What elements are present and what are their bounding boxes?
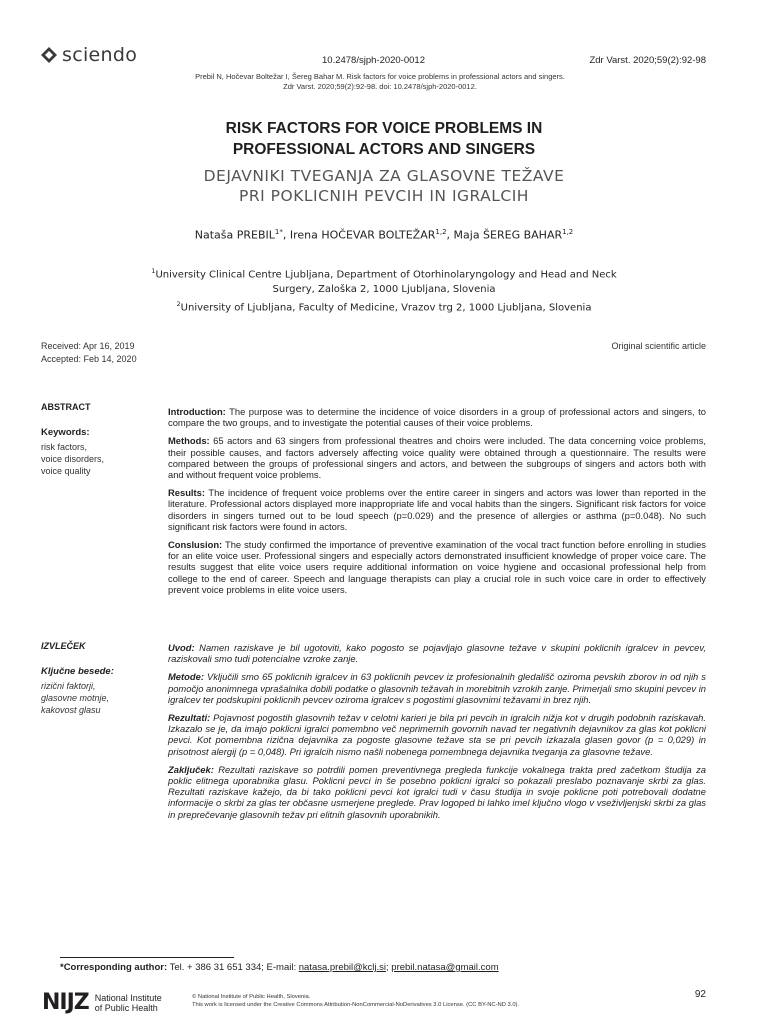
section-text: The incidence of frequent voice problems over the entire career in singers and actors was lower than reported in the literature. Professional actors displayed more inappropriate life and vocal habits than the singers. Significant risk factors for voice disorders in singers turned out to be loud speech (p=0.029) and the presence of allergies or asthma (p=0.048). No such significant risk factors were found in actors. bbox=[168, 487, 706, 532]
abstract-results bbox=[168, 487, 706, 532]
license-line-1: © National Institute of Public Health, Slovenia. bbox=[192, 994, 311, 1000]
section-text: Namen raziskave je bil ugotoviti, kako pogosto se pojavljajo glasovne težave v skupini poklicnih igralcev in pevcev, raziskovali smo tudi potencialne vzroke zanje. bbox=[168, 642, 706, 665]
sciendo-logo bbox=[40, 44, 137, 66]
nijz-name-line-1: National Institute bbox=[94, 992, 162, 1003]
section-text: Vključili smo 65 poklicnih igralcev in 63 poklicnih pevcev iz profesionalnih gledališč oziroma pevskih zborov in od njih s pomočjo anonimnega vprašalnika dobili podatke o glasovnih težavah in morebitnih vzrokih zanje. Primerjali smo skupini pevcev in igralcev ter podskupini poklicnih pevcev oziroma igralcev s pogostimi glasovnimi težavami in brez njih. bbox=[168, 671, 706, 705]
author-2-affil: 1,2 bbox=[435, 228, 447, 236]
nijz-mark: NIJZ bbox=[42, 990, 89, 1015]
keywords-heading: Keywords: bbox=[41, 427, 90, 438]
nijz-logo bbox=[42, 990, 162, 1015]
abstract-heading: ABSTRACT bbox=[41, 402, 91, 412]
section-text: The study confirmed the importance of preventive examination of the vocal tract function before enrolling in studies for an elite voice user. Professional singers and especially actors demonstrated insufficient knowledge of proper voice care. The results suggest that elite voice users require additional information on voice hygiene and occasional professional help from college to the end of career. Speech and language therapists can play a crucial role in such voice care in order to effectively prevent voice problems in elite voice users. bbox=[168, 539, 706, 595]
section-label: Results: bbox=[168, 487, 205, 499]
keyword: rizični faktorji, bbox=[41, 681, 96, 691]
title-sl-line-2: PRI POKLICNIH PEVCIH IN IGRALCIH bbox=[239, 187, 529, 205]
affiliation-1-line-1: University Clinical Centre Ljubljana, Department of Otorhinolaryngology and Head and Neck bbox=[155, 269, 617, 281]
section-text: Pojavnost pogostih glasovnih težav v celotni karieri je bila pri pevcih in igralcih nižja kot v drugih podobnih raziskavah. Izkazalo se je, da imajo poklicni igralci pomembno več neprimernih govornih navad ter negativnih dejavnikov za glas kot poklicni pevci. Kot pomembna rizična dejavnika za pogoste glasovne težave sta se pri pevcih izkazala glasen govor (p = 0,029) in prisotnost alergij (p = 0,048). Pri igralcih nismo našli nobenega pomembnega dejavnika tveganja za glasovne težave. bbox=[168, 712, 706, 757]
section-label: Conslusion: bbox=[168, 539, 223, 551]
author-1: Nataša PREBIL bbox=[194, 228, 275, 242]
affiliation-1-number: 1 bbox=[151, 267, 156, 275]
journal-reference: Zdr Varst. 2020;59(2):92-98 bbox=[589, 55, 706, 66]
article-type: Original scientific article bbox=[611, 341, 706, 351]
dates bbox=[41, 340, 137, 365]
title-en-line-2: PROFESSIONAL ACTORS AND SINGERS bbox=[232, 141, 536, 158]
title-en-line-1: RISK FACTORS FOR VOICE PROBLEMS IN bbox=[225, 120, 543, 137]
authors bbox=[100, 228, 668, 242]
author-3: Maja ŠEREG BAHAR bbox=[453, 228, 563, 242]
section-label: Metode: bbox=[168, 671, 204, 683]
section-label: Introduction: bbox=[168, 406, 226, 417]
affiliation-2-number: 2 bbox=[176, 300, 181, 309]
affiliation-2-text: University of Ljubljana, Faculty of Medicine, Vrazov trg 2, 1000 Ljubljana, Slovenia bbox=[180, 302, 592, 314]
author-separator: , bbox=[282, 228, 290, 242]
section-label: Rezultati: bbox=[168, 712, 211, 724]
izvlecek-body bbox=[168, 642, 706, 827]
nijz-name bbox=[95, 993, 162, 1013]
section-text: Rezultati raziskave so potrdili pomen preventivnega pregleda funkcije vokalnega trakta pred začetkom študija za poklic elitnega uporabnika glasu. Poklicni pevci in še posebno poklicni igralci so pokazali preslabo poznavanje skrbi za glas. Rezultati raziskave kažejo, da bi tako poklicni pevci kot igralci tudi v času študija in svoje poklicne poti potrebovali dodatne informacije o skrbi za glas ter občasne usmerjene preglede. Prav logoped bi lahko imel ključno vlogo v vseživljenjski skrbi za glas in preprečevanje glasovnih težav pri elitnih glasovnih uporabnikih. bbox=[168, 763, 706, 820]
izvlecek-heading: IZVLEČEK bbox=[41, 641, 86, 651]
section-text: 65 actors and 63 singers from professional theatres and choirs were included. The data concerning voice problems, their possible causes, and factors adversely affecting voice quality were obtained through a questionnaire. The results were compared between the groups of professional singers and actors, and between the subgroups of singers and actors both with and without frequent voice problems. bbox=[168, 435, 706, 481]
email-separator: ; bbox=[386, 962, 392, 973]
author-1-affil: 1* bbox=[274, 228, 283, 236]
keyword: kakovost glasu bbox=[41, 705, 101, 715]
footnote-divider bbox=[60, 957, 234, 958]
section-label: Zaključek: bbox=[168, 763, 214, 775]
citation-line-1: Prebil N, Hočevar Boltežar I, Šereg Bahar M. Risk factors for voice problems in professional actors and singers. bbox=[195, 72, 565, 81]
citation bbox=[150, 72, 610, 92]
izvlecek-metode bbox=[168, 671, 706, 705]
corresponding-label: *Corresponding author: bbox=[60, 962, 168, 973]
affiliation-2 bbox=[110, 297, 658, 316]
citation-line-2: Zdr Varst. 2020;59(2):92-98. doi: 10.2478/sjph-2020-0012. bbox=[283, 82, 477, 91]
abstract-sidebar bbox=[41, 401, 104, 477]
corresponding-author bbox=[60, 962, 499, 973]
corresponding-tel: Tel. + 386 31 651 334; E-mail: bbox=[167, 962, 299, 973]
email-link-1[interactable]: natasa.prebil@kclj.si bbox=[298, 962, 386, 973]
doi: 10.2478/sjph-2020-0012 bbox=[322, 55, 426, 66]
keyword: voice quality bbox=[41, 466, 91, 476]
logo-text: sciendo bbox=[62, 44, 138, 66]
kljucne-besede-heading: Ključne besede: bbox=[41, 666, 114, 677]
abstract-body bbox=[168, 406, 706, 602]
affiliation-1-line-2: Surgery, Zaloška 2, 1000 Ljubljana, Slovenia bbox=[272, 283, 496, 295]
abstract-introduction bbox=[168, 406, 706, 428]
keyword: risk factors, bbox=[41, 442, 88, 452]
sciendo-logo-icon bbox=[40, 46, 58, 64]
affiliation-1 bbox=[110, 264, 658, 283]
author-2: Irena HOČEVAR BOLTEŽAR bbox=[289, 228, 436, 242]
section-text: The purpose was to determine the incidence of voice disorders in a group of professional actors and singers, to compare the two groups, and to investigate the potential causes of their voice problems. bbox=[168, 406, 706, 429]
abstract-conclusion bbox=[168, 539, 706, 595]
author-3-affil: 1,2 bbox=[562, 228, 574, 236]
received-date: Received: Apr 16, 2019 bbox=[41, 341, 135, 351]
email-link-2[interactable]: prebil.natasa@gmail.com bbox=[391, 962, 499, 973]
abstract-methods bbox=[168, 435, 706, 480]
license bbox=[192, 993, 519, 1009]
section-label: Uvod: bbox=[168, 642, 195, 653]
title-english bbox=[150, 118, 618, 160]
keyword: voice disorders, bbox=[41, 454, 105, 464]
affiliations bbox=[110, 264, 658, 316]
accepted-date: Accepted: Feb 14, 2020 bbox=[41, 353, 137, 364]
keyword: glasovne motnje, bbox=[41, 693, 110, 703]
page-number: 92 bbox=[694, 989, 706, 1000]
izvlecek-sidebar bbox=[41, 640, 114, 716]
izvlecek-zakljucek bbox=[168, 764, 706, 820]
nijz-name-line-2: of Public Health bbox=[94, 1002, 158, 1013]
author-separator: , bbox=[446, 228, 454, 242]
section-label: Methods: bbox=[168, 435, 210, 447]
license-line-2: This work is licensed under the Creative Commons Attribution-NonCommercial-NoDerivatives 3.0 License. (CC BY-NC-ND 3.0). bbox=[192, 1002, 520, 1008]
izvlecek-rezultati bbox=[168, 712, 706, 757]
title-slovenian bbox=[150, 166, 618, 206]
title-sl-line-1: DEJAVNIKI TVEGANJA ZA GLASOVNE TEŽAVE bbox=[203, 167, 565, 185]
izvlecek-uvod bbox=[168, 642, 706, 664]
